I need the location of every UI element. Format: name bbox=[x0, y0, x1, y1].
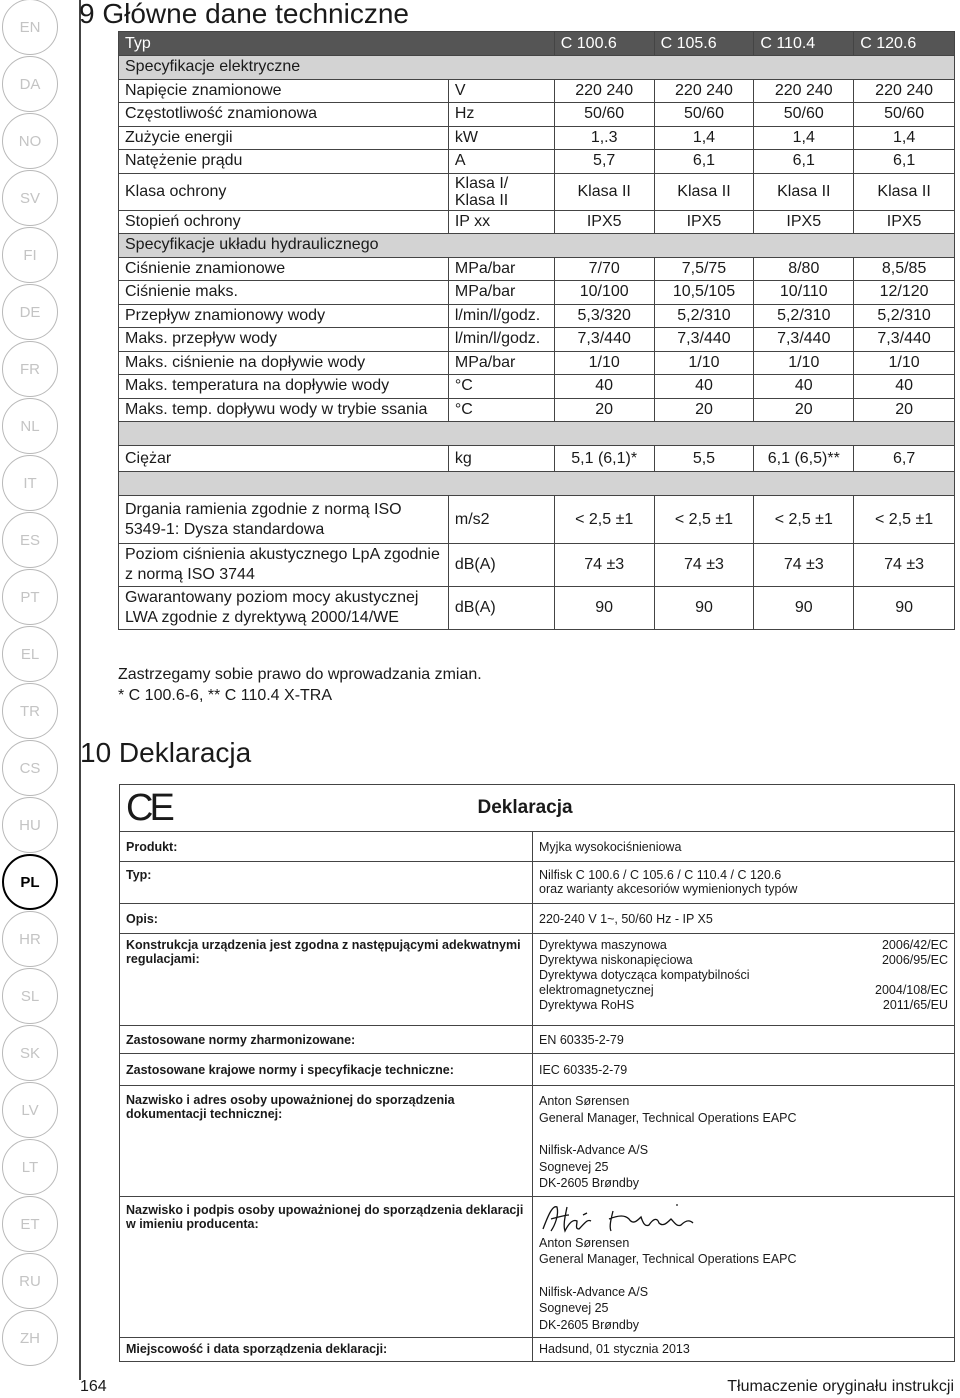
table-row bbox=[120, 1086, 955, 1197]
cell-value: 1/10 bbox=[554, 351, 654, 375]
cell-unit: kg bbox=[448, 446, 554, 472]
language-tabs bbox=[0, 0, 62, 1380]
table-row bbox=[119, 398, 955, 422]
table-row bbox=[119, 304, 955, 328]
cell-value: 5,5 bbox=[654, 446, 754, 472]
cell-value: 1/10 bbox=[754, 351, 854, 375]
cell-value: 90 bbox=[654, 587, 754, 630]
cell-value: 1/10 bbox=[854, 351, 955, 375]
value-type-line2: oraz warianty akcesoriów wymienionych typów bbox=[539, 882, 798, 896]
value-signature bbox=[533, 1196, 955, 1338]
cell-value: 40 bbox=[854, 375, 955, 399]
table-row bbox=[119, 496, 955, 544]
cell-value: 20 bbox=[654, 398, 754, 422]
cell-value: 74 ±3 bbox=[754, 544, 854, 587]
docs-address-2: Sognevej 25 bbox=[539, 1159, 609, 1174]
cell-unit: V bbox=[448, 79, 554, 103]
cell-value: 90 bbox=[854, 587, 955, 630]
language-tab-lt[interactable]: LT bbox=[2, 1139, 58, 1195]
value-product: Myjka wysokociśnieniowa bbox=[533, 832, 955, 862]
label-conformity: Konstrukcja urządzenia jest zgodna z następującymi adekwatnymi regulacjami: bbox=[120, 934, 533, 1026]
cell-value: 10,5/105 bbox=[654, 281, 754, 305]
table-row bbox=[119, 375, 955, 399]
cell-value: 5,7 bbox=[554, 150, 654, 174]
cell-unit: IP xx bbox=[448, 210, 554, 234]
cell-value: 220 240 bbox=[654, 79, 754, 103]
cell-unit: MPa/bar bbox=[448, 257, 554, 281]
section-hydraulic: Specyfikacje układu hydraulicznego bbox=[119, 234, 955, 258]
directives-list bbox=[539, 938, 948, 1012]
docs-role: General Manager, Technical Operations EAPC bbox=[539, 1110, 797, 1125]
language-tab-pl[interactable]: PL bbox=[2, 854, 58, 910]
cell-value: 20 bbox=[554, 398, 654, 422]
cell-value: 50/60 bbox=[554, 103, 654, 127]
cell-value: < 2,5 ±1 bbox=[854, 496, 955, 544]
sign-role: General Manager, Technical Operations EAPC bbox=[539, 1252, 797, 1266]
cell-unit: Klasa I/ Klasa II bbox=[448, 173, 554, 210]
value-national: IEC 60335-2-79 bbox=[533, 1054, 955, 1086]
cell-label: Stopień ochrony bbox=[119, 210, 449, 234]
cell-value: IPX5 bbox=[554, 210, 654, 234]
cell-value: 90 bbox=[554, 587, 654, 630]
table-row bbox=[119, 210, 955, 234]
table-row bbox=[120, 1338, 955, 1362]
table-row bbox=[120, 1026, 955, 1054]
cell-label: Zużycie energii bbox=[119, 126, 449, 150]
header-type: Typ bbox=[119, 32, 555, 56]
note-footnote: * C 100.6-6, ** C 110.4 X-TRA bbox=[118, 687, 333, 704]
language-tab-it[interactable]: IT bbox=[2, 455, 58, 511]
cell-value: 6,1 bbox=[854, 150, 955, 174]
cell-value: 1,.3 bbox=[554, 126, 654, 150]
value-place-date: Hadsund, 01 stycznia 2013 bbox=[533, 1338, 955, 1362]
cell-unit: °C bbox=[448, 375, 554, 399]
divider-line bbox=[79, 0, 81, 1380]
docs-address-1: Nilfisk-Advance A/S bbox=[539, 1143, 649, 1157]
cell-value: 12/120 bbox=[854, 281, 955, 305]
language-tab-fi[interactable]: FI bbox=[2, 227, 58, 283]
cell-value: IPX5 bbox=[854, 210, 955, 234]
sign-address-1: Nilfisk-Advance A/S bbox=[539, 1284, 649, 1299]
cell-unit: Hz bbox=[448, 103, 554, 127]
cell-unit: MPa/bar bbox=[448, 281, 554, 305]
cell-value: 8/80 bbox=[754, 257, 854, 281]
spacer-row bbox=[119, 472, 955, 496]
table-row bbox=[119, 103, 955, 127]
directive-code: 2006/95/EC bbox=[881, 953, 948, 967]
section-row bbox=[119, 56, 955, 80]
footer-caption: Tłumaczenie oryginału instrukcji bbox=[727, 1378, 954, 1395]
cell-label: Ciśnienie maks. bbox=[119, 281, 449, 305]
directive-name: Dyrektywa maszynowa bbox=[539, 938, 667, 952]
header-model: C 100.6 bbox=[554, 32, 654, 56]
technical-data-table bbox=[118, 31, 955, 630]
language-tab-en[interactable]: EN bbox=[2, 0, 58, 55]
label-place-date: Miejscowość i data sporządzenia deklaracji: bbox=[120, 1338, 533, 1362]
cell-value: 10/110 bbox=[754, 281, 854, 305]
cell-value: 5,2/310 bbox=[854, 304, 955, 328]
cell-value: Klasa II bbox=[854, 173, 955, 210]
cell-label: Przepływ znamionowy wody bbox=[119, 304, 449, 328]
table-row bbox=[120, 904, 955, 934]
spacer-row bbox=[119, 422, 955, 446]
header-model: C 120.6 bbox=[854, 32, 955, 56]
cell-label: Maks. temperatura na dopływie wody bbox=[119, 375, 449, 399]
cell-value: Klasa II bbox=[754, 173, 854, 210]
section-10-title: 10 Deklaracja bbox=[80, 737, 252, 768]
table-header-row bbox=[119, 32, 955, 56]
spacer-cell bbox=[119, 422, 955, 446]
cell-value: 5,3/320 bbox=[554, 304, 654, 328]
cell-value: Klasa II bbox=[654, 173, 754, 210]
cell-value: 7,5/75 bbox=[654, 257, 754, 281]
cell-value: < 2,5 ±1 bbox=[754, 496, 854, 544]
language-tab-no[interactable]: NO bbox=[2, 113, 58, 169]
table-row bbox=[119, 587, 955, 630]
cell-value: 20 bbox=[754, 398, 854, 422]
cell-unit: dB(A) bbox=[448, 587, 554, 630]
language-tab-de[interactable]: DE bbox=[2, 284, 58, 340]
docs-address-3: DK-2605 Brøndby bbox=[539, 1176, 640, 1190]
table-row bbox=[119, 544, 955, 587]
cell-label: Gwarantowany poziom mocy akustycznej LWA zgodnie z dyrektywą 2000/14/WE bbox=[119, 587, 449, 630]
cell-label: Drgania ramienia zgodnie z normą ISO 5349-1: Dysza standardowa bbox=[119, 496, 449, 544]
language-tab-cs[interactable]: CS bbox=[2, 740, 58, 796]
cell-value: 50/60 bbox=[754, 103, 854, 127]
value-type-line1: Nilfisk C 100.6 / C 105.6 / C 110.4 / C 120.6 bbox=[539, 868, 782, 882]
language-tab-fr[interactable]: FR bbox=[2, 341, 58, 397]
sign-name: Anton Sørensen bbox=[539, 1235, 630, 1250]
cell-value: 6,1 bbox=[754, 150, 854, 174]
cell-value: 74 ±3 bbox=[854, 544, 955, 587]
cell-value: 220 240 bbox=[854, 79, 955, 103]
cell-value: 40 bbox=[754, 375, 854, 399]
docs-name: Anton Sørensen bbox=[539, 1094, 630, 1108]
cell-value: IPX5 bbox=[654, 210, 754, 234]
spacer-cell bbox=[119, 472, 955, 496]
cell-label: Natężenie prądu bbox=[119, 150, 449, 174]
directive-code: 2004/108/EC bbox=[875, 983, 948, 997]
label-signature: Nazwisko i podpis osoby upoważnionej do sporządzenia deklaracji w imieniu producenta: bbox=[120, 1196, 533, 1338]
language-tab-zh[interactable]: ZH bbox=[2, 1310, 58, 1366]
language-tab-da[interactable]: DA bbox=[2, 56, 58, 112]
signature-image bbox=[539, 1201, 709, 1235]
cell-value: Klasa II bbox=[554, 173, 654, 210]
table-row bbox=[120, 934, 955, 1026]
header-model: C 110.4 bbox=[754, 32, 854, 56]
section-9-title: 9 Główne dane techniczne bbox=[79, 0, 409, 29]
language-tab-hu[interactable]: HU bbox=[2, 797, 58, 853]
table-row bbox=[119, 351, 955, 375]
language-tab-el[interactable]: EL bbox=[2, 626, 58, 682]
cell-label: Napięcie znamionowe bbox=[119, 79, 449, 103]
cell-unit: m/s2 bbox=[448, 496, 554, 544]
language-tab-nl[interactable]: NL bbox=[2, 398, 58, 454]
value-documentation bbox=[533, 1086, 955, 1197]
table-row bbox=[119, 257, 955, 281]
cell-value: < 2,5 ±1 bbox=[654, 496, 754, 544]
declaration-title-cell bbox=[477, 785, 955, 832]
cell-value: 220 240 bbox=[754, 79, 854, 103]
cell-unit: MPa/bar bbox=[448, 351, 554, 375]
cell-value: 40 bbox=[654, 375, 754, 399]
cell-unit: °C bbox=[448, 398, 554, 422]
cell-label: Ciśnienie znamionowe bbox=[119, 257, 449, 281]
value-type bbox=[533, 862, 955, 904]
cell-label: Maks. ciśnienie na dopływie wody bbox=[119, 351, 449, 375]
declaration-header-row bbox=[120, 785, 955, 832]
cell-value: 74 ±3 bbox=[654, 544, 754, 587]
cell-label: Maks. przepływ wody bbox=[119, 328, 449, 352]
cell-label: Poziom ciśnienia akustycznego LpA zgodnie z normą ISO 3744 bbox=[119, 544, 449, 587]
label-type: Typ: bbox=[120, 862, 533, 904]
cell-value: 90 bbox=[754, 587, 854, 630]
cell-label: Ciężar bbox=[119, 446, 449, 472]
declaration-title: Deklaracja bbox=[477, 797, 573, 818]
page-number: 164 bbox=[80, 1378, 107, 1395]
cell-value: 1,4 bbox=[654, 126, 754, 150]
cell-label: Częstotliwość znamionowa bbox=[119, 103, 449, 127]
cell-value: 7,3/440 bbox=[554, 328, 654, 352]
label-harmonized: Zastosowane normy zharmonizowane: bbox=[120, 1026, 533, 1054]
cell-value: 1,4 bbox=[754, 126, 854, 150]
cell-value: 10/100 bbox=[554, 281, 654, 305]
cell-value: 6,1 bbox=[654, 150, 754, 174]
value-description: 220-240 V 1~, 50/60 Hz - IP X5 bbox=[533, 904, 955, 934]
language-tab-sk[interactable]: SK bbox=[2, 1025, 58, 1081]
table-row bbox=[120, 862, 955, 904]
table-row bbox=[119, 328, 955, 352]
value-directives bbox=[533, 934, 955, 1026]
table-row bbox=[120, 1196, 955, 1338]
directive-name: Dyrektywa niskonapięciowa bbox=[539, 953, 693, 967]
language-tab-hr[interactable]: HR bbox=[2, 911, 58, 967]
language-tab-pt[interactable]: PT bbox=[2, 569, 58, 625]
language-tab-ru[interactable]: RU bbox=[2, 1253, 58, 1309]
cell-unit: l/min/l/godz. bbox=[448, 328, 554, 352]
cell-value: 74 ±3 bbox=[554, 544, 654, 587]
table-row bbox=[119, 281, 955, 305]
sign-address-2: Sognevej 25 bbox=[539, 1301, 609, 1315]
cell-unit: dB(A) bbox=[448, 544, 554, 587]
sign-address-3: DK-2605 Brøndby bbox=[539, 1317, 640, 1332]
cell-value: 50/60 bbox=[854, 103, 955, 127]
table-row bbox=[119, 150, 955, 174]
cell-unit: l/min/l/godz. bbox=[448, 304, 554, 328]
value-harmonized: EN 60335-2-79 bbox=[533, 1026, 955, 1054]
ce-mark-icon: CE bbox=[126, 787, 171, 829]
table-row bbox=[119, 79, 955, 103]
table-row bbox=[119, 173, 955, 210]
cell-value: 1/10 bbox=[654, 351, 754, 375]
language-tab-sv[interactable]: SV bbox=[2, 170, 58, 226]
label-product: Produkt: bbox=[120, 832, 533, 862]
cell-value: 7,3/440 bbox=[854, 328, 955, 352]
directive-name: Dyrektywa dotycząca kompatybilności bbox=[539, 968, 750, 982]
label-documentation: Nazwisko i adres osoby upoważnionej do sporządzenia dokumentacji technicznej: bbox=[120, 1086, 533, 1197]
label-description: Opis: bbox=[120, 904, 533, 934]
cell-value: 220 240 bbox=[554, 79, 654, 103]
table-row bbox=[119, 446, 955, 472]
note-changes: Zastrzegamy sobie prawo do wprowadzania zmian. bbox=[118, 666, 482, 683]
cell-value: 8,5/85 bbox=[854, 257, 955, 281]
header-model: C 105.6 bbox=[654, 32, 754, 56]
cell-value: 1,4 bbox=[854, 126, 955, 150]
cell-value: 50/60 bbox=[654, 103, 754, 127]
section-electrical: Specyfikacje elektryczne bbox=[119, 56, 955, 80]
cell-value: 6,7 bbox=[854, 446, 955, 472]
cell-unit: A bbox=[448, 150, 554, 174]
cell-value: 40 bbox=[554, 375, 654, 399]
cell-value: 7,3/440 bbox=[754, 328, 854, 352]
cell-value: < 2,5 ±1 bbox=[554, 496, 654, 544]
directive-code: 2011/65/EU bbox=[882, 998, 948, 1012]
table-row bbox=[119, 126, 955, 150]
directive-code: 2006/42/EC bbox=[881, 938, 948, 952]
cell-value: 7,3/440 bbox=[654, 328, 754, 352]
cell-value: 5,2/310 bbox=[754, 304, 854, 328]
ce-cell bbox=[120, 785, 533, 832]
directive-code bbox=[848, 968, 948, 982]
section-row bbox=[119, 234, 955, 258]
directive-name: elektromagnetycznej bbox=[539, 983, 654, 997]
cell-value: 6,1 (6,5)** bbox=[754, 446, 854, 472]
cell-value: IPX5 bbox=[754, 210, 854, 234]
language-tab-tr[interactable]: TR bbox=[2, 683, 58, 739]
directive-name: Dyrektywa RoHS bbox=[539, 998, 635, 1012]
table-row bbox=[120, 832, 955, 862]
cell-label: Klasa ochrony bbox=[119, 173, 449, 210]
cell-value: 20 bbox=[854, 398, 955, 422]
cell-label: Maks. temp. dopływu wody w trybie ssania bbox=[119, 398, 449, 422]
declaration-table bbox=[119, 784, 955, 1362]
label-national: Zastosowane krajowe normy i specyfikacje techniczne: bbox=[120, 1054, 533, 1086]
cell-value: 7/70 bbox=[554, 257, 654, 281]
language-tab-lv[interactable]: LV bbox=[2, 1082, 58, 1138]
language-tab-es[interactable]: ES bbox=[2, 512, 58, 568]
cell-unit: kW bbox=[448, 126, 554, 150]
table-row bbox=[120, 1054, 955, 1086]
language-tab-sl[interactable]: SL bbox=[2, 968, 58, 1024]
language-tab-et[interactable]: ET bbox=[2, 1196, 58, 1252]
cell-value: 5,1 (6,1)* bbox=[554, 446, 654, 472]
cell-value: 5,2/310 bbox=[654, 304, 754, 328]
